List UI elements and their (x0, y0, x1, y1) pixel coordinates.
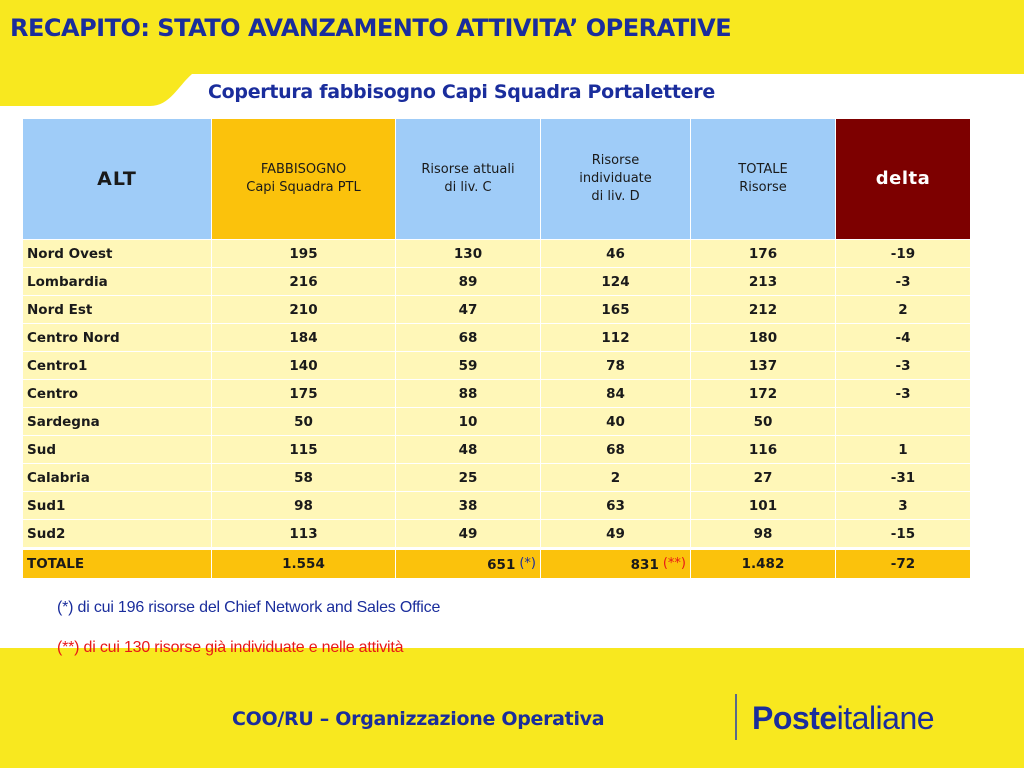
cell-risorse-liv-c: 48 (396, 436, 541, 464)
cell-totale-risorse: 172 (691, 380, 836, 408)
column-header-fabbisogno: FABBISOGNO Capi Squadra PTL (212, 119, 396, 240)
column-header-alt: ALT (23, 119, 212, 240)
table-row (23, 240, 971, 268)
cell-totale-risorse: 27 (691, 464, 836, 492)
cell-delta: -19 (836, 240, 971, 268)
cell-risorse-liv-c: 38 (396, 492, 541, 520)
cell-risorse-liv-c: 68 (396, 324, 541, 352)
cell-risorse-liv-d: 2 (541, 464, 691, 492)
cell-totale-risorse: 180 (691, 324, 836, 352)
cell-totale-risorse: 176 (691, 240, 836, 268)
table-header-row (23, 119, 971, 240)
slide-title: RECAPITO: STATO AVANZAMENTO ATTIVITA’ OPERATIVE (10, 14, 732, 42)
cell-region: Sud2 (23, 520, 212, 549)
cell-delta: -3 (836, 268, 971, 296)
table-row (23, 268, 971, 296)
cell-fabbisogno: 195 (212, 240, 396, 268)
cell-fabbisogno: 98 (212, 492, 396, 520)
cell-risorse-liv-c: 88 (396, 380, 541, 408)
footnote-liv-d: (**) di cui 130 risorse già individuate e nelle attività (57, 639, 404, 656)
logo-light-part: italiane (836, 700, 935, 736)
cell-risorse-liv-d: 124 (541, 268, 691, 296)
table-row (23, 436, 971, 464)
cell-risorse-liv-d: 165 (541, 296, 691, 324)
cell-delta: 1 (836, 436, 971, 464)
cell-risorse-liv-c: 130 (396, 240, 541, 268)
cell-fabbisogno: 175 (212, 380, 396, 408)
table-row (23, 324, 971, 352)
cell-risorse-liv-d: 78 (541, 352, 691, 380)
cell-fabbisogno: 113 (212, 520, 396, 549)
cell-region: Sud (23, 436, 212, 464)
coverage-table (22, 118, 971, 579)
total-delta: -72 (836, 549, 971, 579)
posteitaliane-logo (752, 700, 934, 737)
column-header-risorse-liv-d: Risorse individuate di liv. D (541, 119, 691, 240)
footnote-liv-c: (*) di cui 196 risorse del Chief Network and Sales Office (57, 599, 441, 616)
cell-fabbisogno: 210 (212, 296, 396, 324)
total-liv-d-footnote-mark: (**) (662, 555, 686, 571)
table-subtitle: Copertura fabbisogno Capi Squadra Portalettere (208, 81, 715, 103)
cell-region: Lombardia (23, 268, 212, 296)
cell-region: Sud1 (23, 492, 212, 520)
cell-delta: -4 (836, 324, 971, 352)
total-liv-d-cell (541, 549, 691, 579)
cell-risorse-liv-c: 10 (396, 408, 541, 436)
cell-risorse-liv-d: 63 (541, 492, 691, 520)
cell-delta: -3 (836, 380, 971, 408)
cell-risorse-liv-c: 25 (396, 464, 541, 492)
cell-totale-risorse: 213 (691, 268, 836, 296)
table-row (23, 296, 971, 324)
cell-risorse-liv-c: 89 (396, 268, 541, 296)
cell-totale-risorse: 101 (691, 492, 836, 520)
column-header-delta: delta (836, 119, 971, 240)
cell-risorse-liv-c: 49 (396, 520, 541, 549)
cell-totale-risorse: 50 (691, 408, 836, 436)
total-label: TOTALE (23, 549, 212, 579)
cell-risorse-liv-d: 49 (541, 520, 691, 549)
cell-delta: -15 (836, 520, 971, 549)
cell-delta (836, 408, 971, 436)
footer-department: COO/RU – Organizzazione Operativa (232, 708, 605, 730)
table-total-row (23, 549, 971, 579)
logo-bold-part: Poste (752, 700, 837, 736)
total-liv-c-cell (396, 549, 541, 579)
cell-delta: -3 (836, 352, 971, 380)
cell-fabbisogno: 140 (212, 352, 396, 380)
cell-region: Nord Est (23, 296, 212, 324)
total-totale-risorse: 1.482 (691, 549, 836, 579)
table-body (23, 240, 971, 549)
cell-totale-risorse: 137 (691, 352, 836, 380)
cell-delta: -31 (836, 464, 971, 492)
cell-delta: 2 (836, 296, 971, 324)
cell-region: Centro1 (23, 352, 212, 380)
total-liv-c-footnote-mark: (*) (519, 555, 536, 571)
cell-risorse-liv-d: 68 (541, 436, 691, 464)
table-row (23, 380, 971, 408)
column-header-risorse-liv-c: Risorse attuali di liv. C (396, 119, 541, 240)
cell-risorse-liv-c: 47 (396, 296, 541, 324)
total-fabbisogno: 1.554 (212, 549, 396, 579)
cell-delta: 3 (836, 492, 971, 520)
cell-totale-risorse: 116 (691, 436, 836, 464)
cell-risorse-liv-d: 84 (541, 380, 691, 408)
cell-risorse-liv-d: 112 (541, 324, 691, 352)
cell-totale-risorse: 98 (691, 520, 836, 549)
cell-region: Calabria (23, 464, 212, 492)
cell-fabbisogno: 50 (212, 408, 396, 436)
cell-fabbisogno: 184 (212, 324, 396, 352)
cell-region: Nord Ovest (23, 240, 212, 268)
total-liv-c: 651 (487, 556, 516, 573)
table-row (23, 408, 971, 436)
cell-risorse-liv-c: 59 (396, 352, 541, 380)
table-row (23, 520, 971, 549)
footer-separator (735, 694, 737, 740)
table-row (23, 492, 971, 520)
cell-region: Sardegna (23, 408, 212, 436)
cell-totale-risorse: 212 (691, 296, 836, 324)
cell-fabbisogno: 58 (212, 464, 396, 492)
cell-region: Centro (23, 380, 212, 408)
cell-risorse-liv-d: 40 (541, 408, 691, 436)
table-row (23, 352, 971, 380)
table-row (23, 464, 971, 492)
cell-risorse-liv-d: 46 (541, 240, 691, 268)
cell-fabbisogno: 216 (212, 268, 396, 296)
cell-region: Centro Nord (23, 324, 212, 352)
total-liv-d: 831 (630, 556, 659, 573)
column-header-totale-risorse: TOTALE Risorse (691, 119, 836, 240)
cell-fabbisogno: 115 (212, 436, 396, 464)
